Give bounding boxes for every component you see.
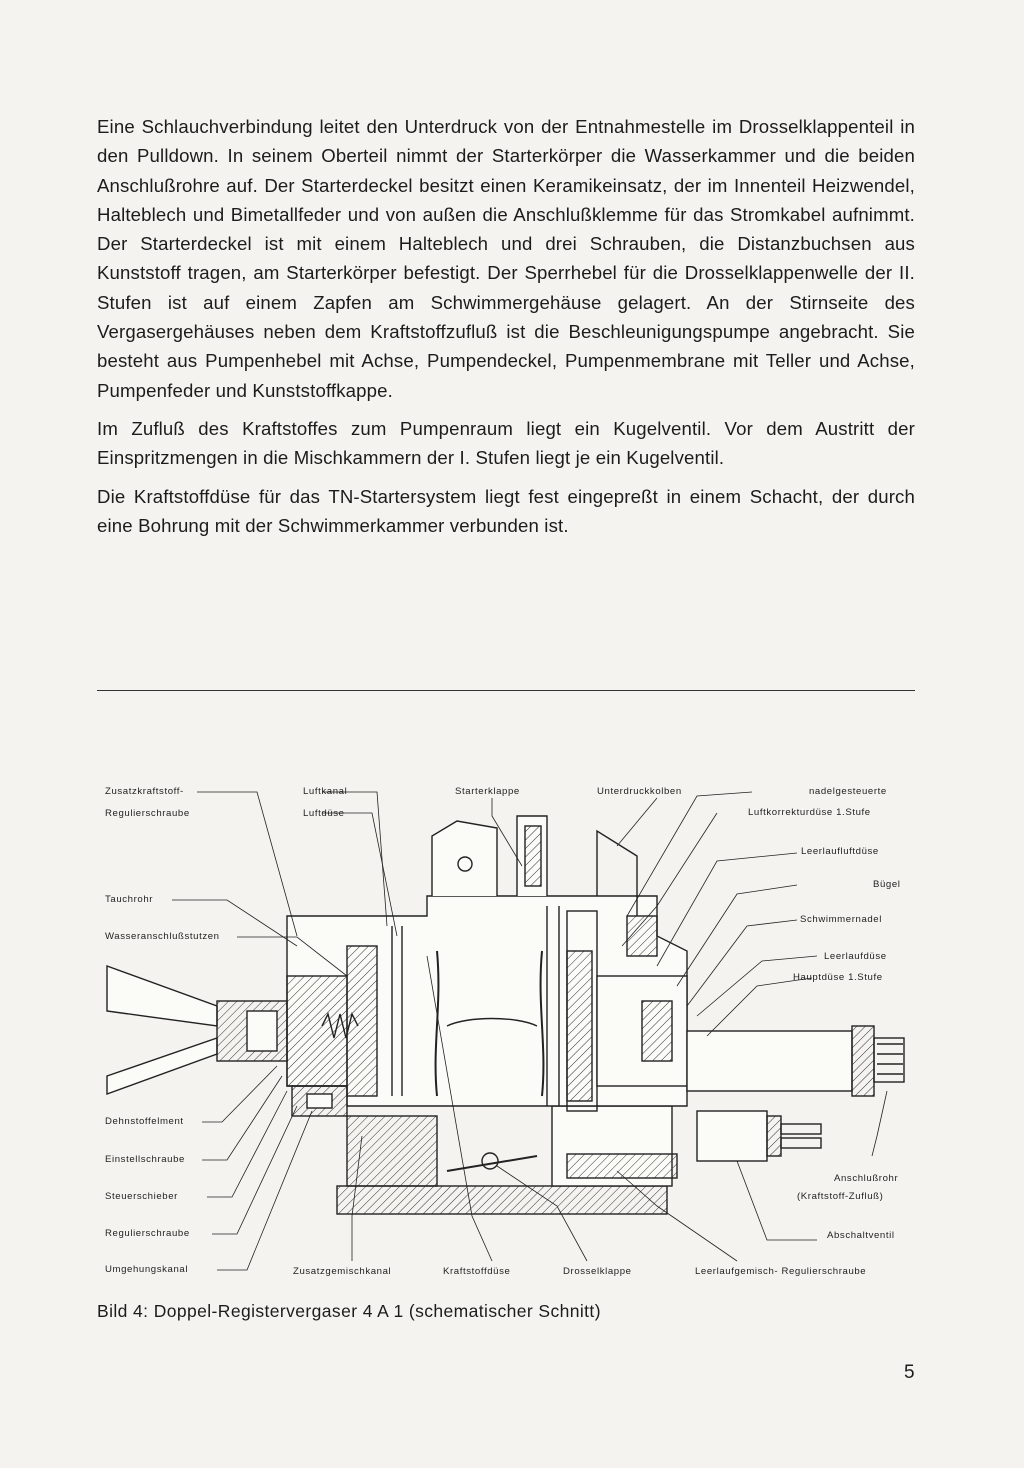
- label-leerlaufluftduese: Leerlaufluftdüse: [801, 846, 879, 857]
- label-tauchrohr: Tauchrohr: [105, 894, 154, 905]
- page-number: 5: [904, 1362, 915, 1383]
- paragraph-2: Im Zufluß des Kraftstoffes zum Pumpenraum liegt ein Kugelventil. Vor dem Austritt der Einspritzmengen in die Mischkammern der I. Stufen liegt je ein Kugelventil.: [97, 417, 915, 469]
- label-schwimmernadel: Schwimmernadel: [800, 914, 882, 925]
- section-divider: [97, 690, 915, 691]
- label-starterklappe: Starterklappe: [455, 786, 520, 797]
- label-drosselklappe: Drosselklappe: [563, 1266, 632, 1277]
- label-dehnstoffelment: Dehnstoffelment: [105, 1116, 184, 1127]
- body-text: [97, 112, 915, 549]
- label-luftkorrekturduese: Luftkorrekturdüse 1.Stufe: [748, 807, 871, 818]
- label-regulierschraube-bottom: Regulierschraube: [105, 1228, 190, 1239]
- paragraph-3: Die Kraftstoffdüse für das TN-Startersystem liegt fest eingepreßt in einem Schacht, der durch eine Bohrung mit der Schwimmerkammer verbunden ist.: [97, 485, 915, 536]
- label-leerlaufduese: Leerlaufdüse: [824, 951, 887, 962]
- label-abschaltventil: Abschaltventil: [827, 1230, 895, 1241]
- carburetor-figure: [97, 776, 927, 1286]
- label-nadelgesteuerte: nadelgesteuerte: [809, 786, 887, 797]
- label-unterdruckkolben: Unterdruckkolben: [597, 786, 682, 797]
- label-einstellschraube: Einstellschraube: [105, 1154, 185, 1165]
- figure-caption: Bild 4: Doppel-Registervergaser 4 A 1 (schematischer Schnitt): [97, 1301, 601, 1321]
- label-kraftstoffduese: Kraftstoffdüse: [443, 1266, 511, 1277]
- label-zusatzkraftstoff: Zusatzkraftstoff-: [105, 786, 184, 797]
- label-leerlaufgemisch: Leerlaufgemisch- Regulierschraube: [695, 1266, 867, 1277]
- label-umgehungskanal: Umgehungskanal: [105, 1264, 189, 1275]
- label-steuerschieber: Steuerschieber: [105, 1191, 178, 1202]
- label-regulierschraube-top: Regulierschraube: [105, 808, 190, 819]
- label-luftduese: Luftdüse: [303, 808, 345, 819]
- paragraph-1: Eine Schlauchverbindung leitet den Unterdruck von der Entnahmestelle im Drosselklappenteil in den Pulldown. In seinem Oberteil nimmt der Starterkörper die Wasserkammer und die beiden Anschlußrohre auf. Der Starterdeckel besitzt einen Keramikeinsatz, der im Innenteil Heizwendel, Halteblech und Bimetallfeder und von außen die Anschlußklemme für das Stromkabel aufnimmt. Der Starterdeckel ist mit einem Halteblech und drei Schrauben, die Distanzbuchsen aus Kunststoff tragen, am Starterkörper befestigt. Der Sperrhebel für die Drosselklappenwelle der II. Stufen ist auf einem Zapfen am Schwimmergehäuse gelagert. An der Stirnseite des Vergasergehäuses neben dem Kraftstoffzufluß ist die Beschleunigungspumpe angebracht. Sie besteht aus Pumpenhebel mit Achse, Pumpendeckel, Pumpenmembrane mit Teller und Achse, Pumpenfeder und Kunststoffkappe.: [97, 116, 915, 401]
- label-buegel: Bügel: [873, 879, 901, 890]
- label-kraftstoff-zufluss: (Kraftstoff-Zufluß): [797, 1191, 884, 1202]
- label-luftkanal: Luftkanal: [303, 786, 348, 797]
- label-wasseranschluss: Wasseranschlußstutzen: [105, 931, 220, 942]
- label-anschlussrohr: Anschlußrohr: [834, 1173, 899, 1184]
- label-zusatzgemischkanal: Zusatzgemischkanal: [293, 1266, 392, 1277]
- label-hauptduese: Hauptdüse 1.Stufe: [793, 972, 883, 983]
